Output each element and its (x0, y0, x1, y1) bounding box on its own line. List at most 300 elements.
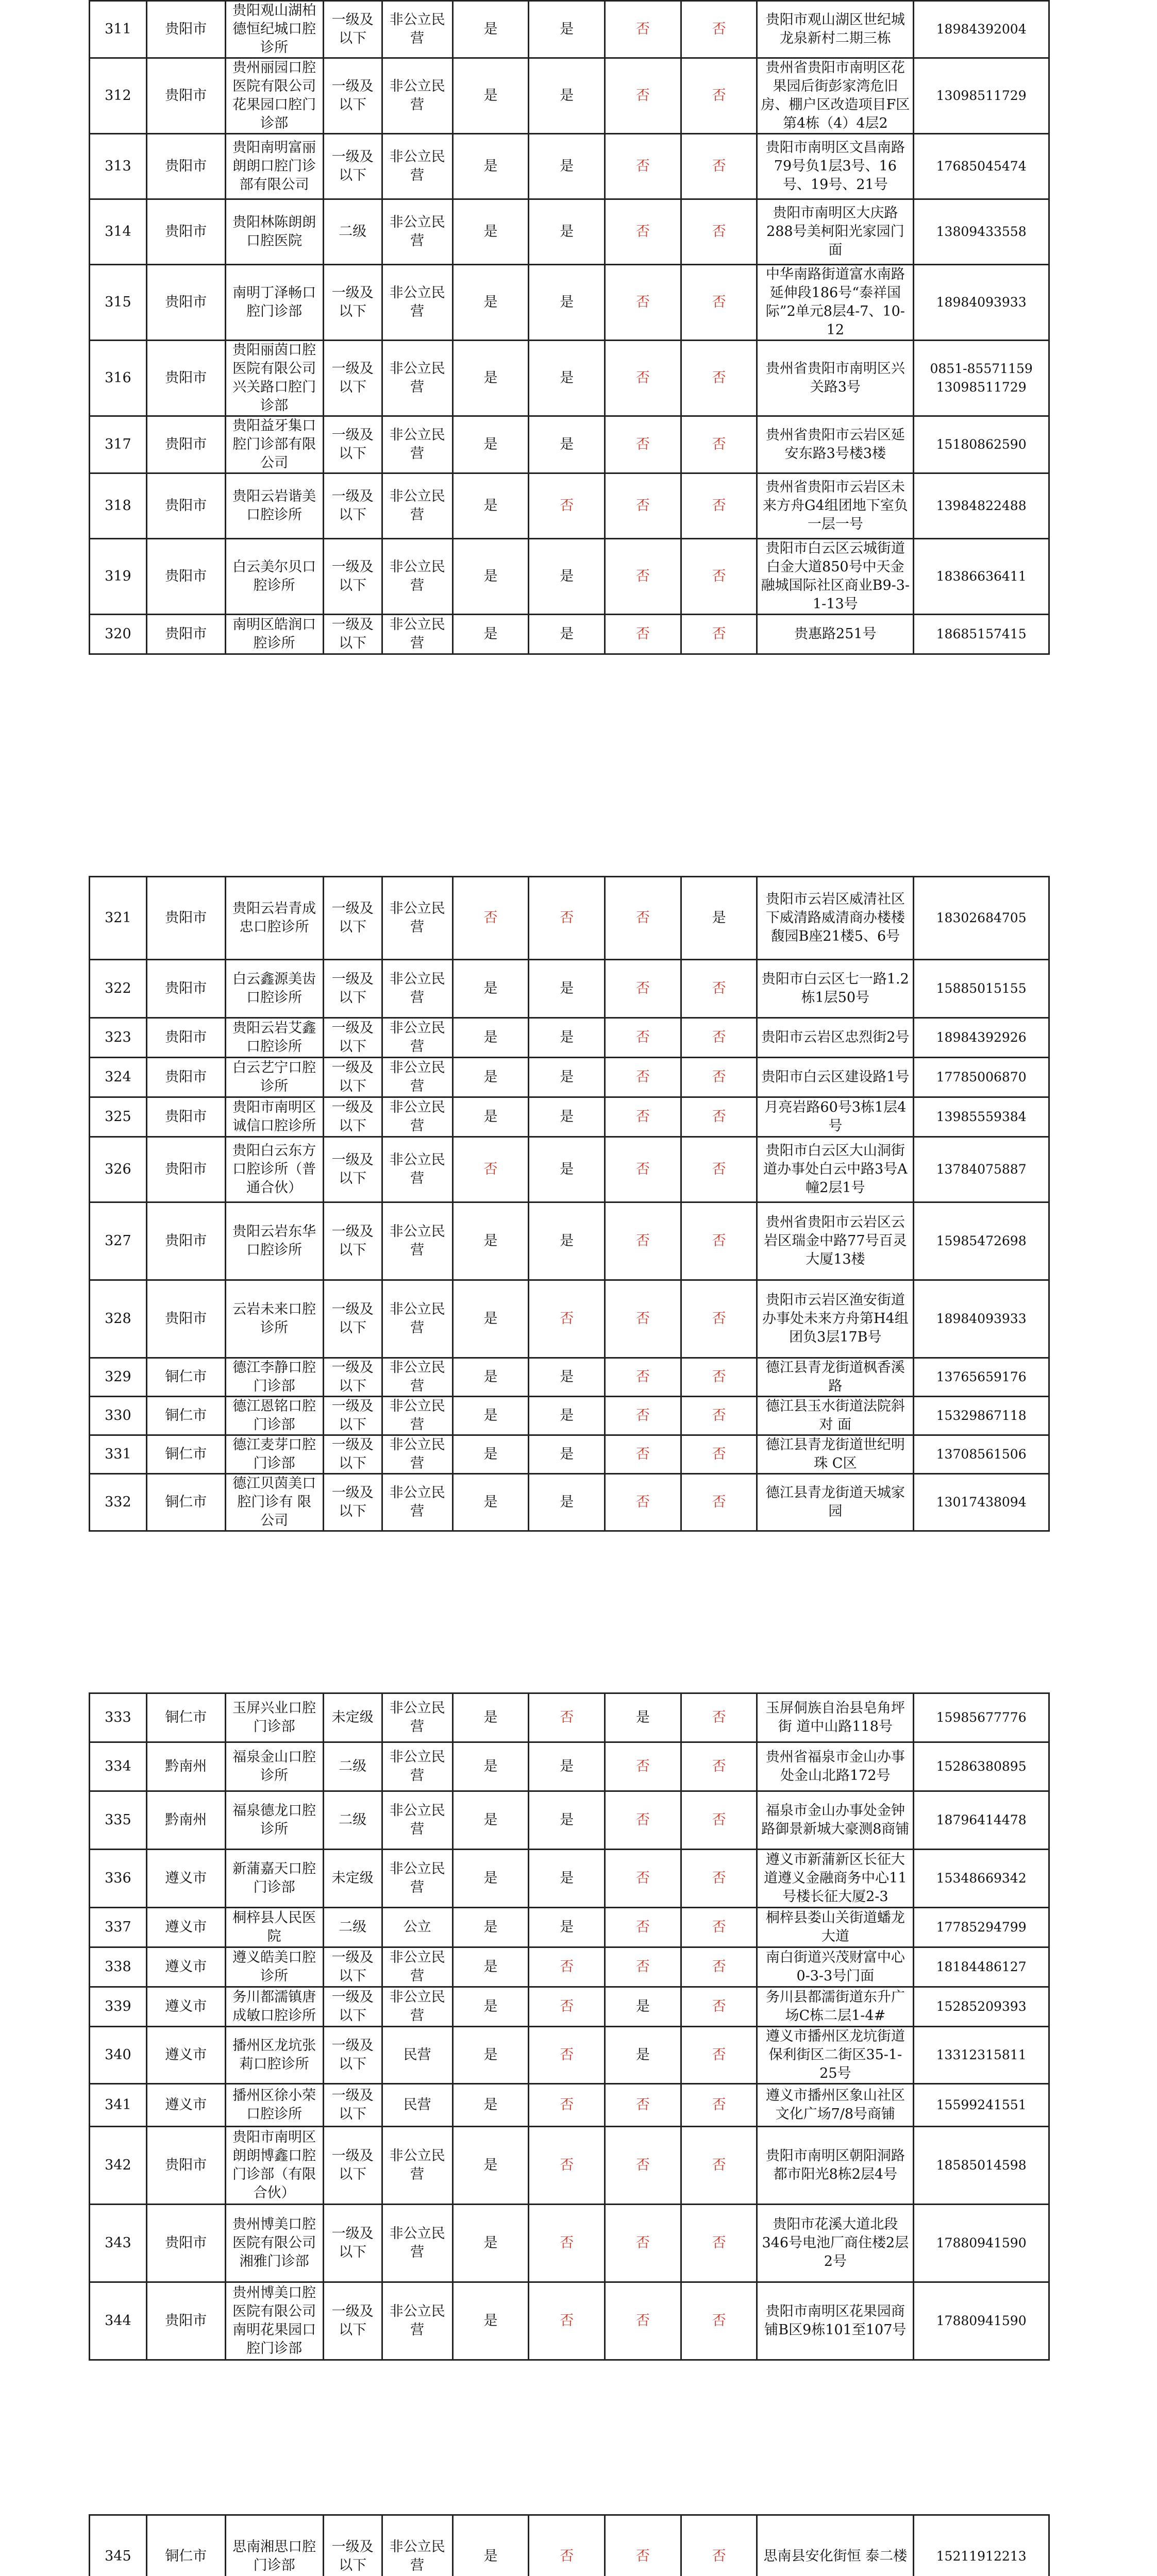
institution-name: 玉屏兴业口腔门诊部 (225, 1693, 323, 1742)
grade-cell: 二级 (323, 199, 382, 265)
flag-cell-3: 否 (605, 877, 681, 960)
table-row (90, 1, 1049, 58)
row-number: 334 (90, 1742, 147, 1791)
flag-cell-2: 是 (529, 1202, 605, 1280)
flag-cell-1: 是 (452, 1097, 529, 1137)
ownership-cell: 非公立民营 (382, 1097, 452, 1137)
row-number: 343 (90, 2205, 147, 2282)
flag-cell-3: 否 (605, 2084, 681, 2127)
phone-cell: 15985677776 (914, 1693, 1049, 1742)
address-cell: 贵州省贵阳市云岩区未来方舟G4组团地下室负一层一号 (757, 473, 914, 539)
flag-cell-4: 否 (681, 1850, 757, 1908)
city-cell: 遵义市 (146, 1947, 225, 1987)
grade-cell: 一级及以下 (323, 1097, 382, 1137)
grade-cell: 一级及以下 (323, 1474, 382, 1531)
table-row (90, 1693, 1049, 1742)
flag-cell-4: 否 (681, 2027, 757, 2084)
address-cell: 贵州省福泉市金山办事处金山北路172号 (757, 1742, 914, 1791)
flag-cell-2: 否 (529, 1947, 605, 1987)
flag-cell-2: 是 (529, 539, 605, 615)
flag-cell-3: 否 (605, 615, 681, 654)
city-cell: 黔南州 (146, 1791, 225, 1850)
institution-name: 贵阳林陈朗朗口腔医院 (225, 199, 323, 265)
ownership-cell: 非公立民营 (382, 539, 452, 615)
table-row (90, 1358, 1049, 1397)
phone-cell: 17785294799 (914, 1908, 1049, 1947)
address-cell: 贵阳市白云区七一路1.2栋1层50号 (757, 960, 914, 1018)
table-row (90, 341, 1049, 416)
address-cell: 福泉市金山办事处金钟路御景新城大豪测8商铺 (757, 1791, 914, 1850)
flag-cell-1: 是 (452, 2084, 529, 2127)
address-cell: 贵阳市南明区朝阳洞路都市阳光8栋2层4号 (757, 2127, 914, 2205)
institution-name: 务川都濡镇唐成敏口腔诊所 (225, 1987, 323, 2027)
phone-cell: 13708561506 (914, 1435, 1049, 1474)
ownership-cell: 非公立民营 (382, 2282, 452, 2360)
address-cell: 中华南路街道富水南路延伸段186号“泰祥国际”2单元8层4-7、10-12 (757, 265, 914, 341)
ownership-cell: 非公立民营 (382, 877, 452, 960)
institution-name: 贵州丽园口腔医院有限公司花果园口腔门诊部 (225, 58, 323, 134)
flag-cell-1: 是 (452, 1791, 529, 1850)
flag-cell-1: 是 (452, 1, 529, 58)
row-number: 315 (90, 265, 147, 341)
grade-cell: 一级及以下 (323, 1987, 382, 2027)
row-number: 338 (90, 1947, 147, 1987)
address-cell: 桐梓县娄山关街道蟠龙大道 (757, 1908, 914, 1947)
phone-cell: 13984822488 (914, 473, 1049, 539)
phone-cell: 17880941590 (914, 2282, 1049, 2360)
flag-cell-2: 否 (529, 473, 605, 539)
flag-cell-2: 是 (529, 1850, 605, 1908)
flag-cell-3: 否 (605, 1908, 681, 1947)
grade-cell: 二级 (323, 1791, 382, 1850)
city-cell: 遵义市 (146, 1850, 225, 1908)
flag-cell-1: 是 (452, 341, 529, 416)
flag-cell-4: 否 (681, 1474, 757, 1531)
flag-cell-1: 是 (452, 2205, 529, 2282)
grade-cell: 二级 (323, 1908, 382, 1947)
city-cell: 贵阳市 (146, 1018, 225, 1058)
city-cell: 贵阳市 (146, 1137, 225, 1202)
table-block-2 (89, 876, 1050, 1532)
row-number: 339 (90, 1987, 147, 2027)
institution-name: 播州区徐小荣口腔诊所 (225, 2084, 323, 2127)
grade-cell: 一级及以下 (323, 1058, 382, 1097)
flag-cell-1: 是 (452, 1474, 529, 1531)
phone-cell: 18984392926 (914, 1018, 1049, 1058)
flag-cell-2: 是 (529, 1, 605, 58)
table-row (90, 1280, 1049, 1358)
phone-cell: 18386636411 (914, 539, 1049, 615)
table-row (90, 1791, 1049, 1850)
institution-name: 德江贝茵美口腔门诊有 限 公司 (225, 1474, 323, 1531)
phone-cell: 15348669342 (914, 1850, 1049, 1908)
city-cell: 遵义市 (146, 2084, 225, 2127)
table-row (90, 265, 1049, 341)
table-row (90, 1908, 1049, 1947)
city-cell: 铜仁市 (146, 1693, 225, 1742)
flag-cell-3: 否 (605, 960, 681, 1018)
phone-cell: 15211912213 (914, 2515, 1049, 2576)
institution-name: 贵阳云岩谐美口腔诊所 (225, 473, 323, 539)
flag-cell-2: 是 (529, 960, 605, 1018)
flag-cell-2: 是 (529, 1435, 605, 1474)
institution-name: 播州区龙坑张莉口腔诊所 (225, 2027, 323, 2084)
phone-cell: 18302684705 (914, 877, 1049, 960)
flag-cell-3: 否 (605, 58, 681, 134)
phone-cell: 13809433558 (914, 199, 1049, 265)
ownership-cell: 非公立民营 (382, 1397, 452, 1435)
city-cell: 贵阳市 (146, 199, 225, 265)
row-number: 332 (90, 1474, 147, 1531)
ownership-cell: 非公立民营 (382, 1791, 452, 1850)
ownership-cell: 民营 (382, 2084, 452, 2127)
institution-name: 贵阳益牙集口腔门诊部有限公司 (225, 416, 323, 473)
ownership-cell: 非公立民营 (382, 1358, 452, 1397)
table-row (90, 1435, 1049, 1474)
flag-cell-1: 是 (452, 265, 529, 341)
flag-cell-3: 否 (605, 1791, 681, 1850)
ownership-cell: 非公立民营 (382, 265, 452, 341)
address-cell: 遵义市播州区象山社区文化广场7/8号商铺 (757, 2084, 914, 2127)
city-cell: 铜仁市 (146, 1358, 225, 1397)
institution-name: 贵阳丽茵口腔医院有限公司兴关路口腔门诊部 (225, 341, 323, 416)
flag-cell-3: 否 (605, 1397, 681, 1435)
city-cell: 贵阳市 (146, 2127, 225, 2205)
phone-cell: 18984093933 (914, 265, 1049, 341)
table-row (90, 615, 1049, 654)
row-number: 317 (90, 416, 147, 473)
table-row (90, 1202, 1049, 1280)
flag-cell-4: 否 (681, 1742, 757, 1791)
flag-cell-2: 是 (529, 1137, 605, 1202)
row-number: 326 (90, 1137, 147, 1202)
phone-cell: 18984093933 (914, 1280, 1049, 1358)
grade-cell: 一级及以下 (323, 1358, 382, 1397)
institution-name: 遵义皓美口腔诊所 (225, 1947, 323, 1987)
flag-cell-1: 是 (452, 134, 529, 199)
address-cell: 贵阳市云岩区忠烈街2号 (757, 1018, 914, 1058)
institution-name: 南明区皓润口腔诊所 (225, 615, 323, 654)
phone-cell: 18685157415 (914, 615, 1049, 654)
flag-cell-2: 否 (529, 2127, 605, 2205)
city-cell: 贵阳市 (146, 58, 225, 134)
flag-cell-2: 是 (529, 1018, 605, 1058)
city-cell: 贵阳市 (146, 134, 225, 199)
flag-cell-3: 否 (605, 199, 681, 265)
institution-name: 贵州博美口腔医院有限公司南明花果园口腔门诊部 (225, 2282, 323, 2360)
row-number: 324 (90, 1058, 147, 1097)
flag-cell-3: 否 (605, 134, 681, 199)
flag-cell-1: 是 (452, 2127, 529, 2205)
grade-cell: 一级及以下 (323, 1435, 382, 1474)
grade-cell: 一级及以下 (323, 877, 382, 960)
city-cell: 铜仁市 (146, 1397, 225, 1435)
row-number: 321 (90, 877, 147, 960)
institution-name: 新蒲嘉天口腔门诊部 (225, 1850, 323, 1908)
institution-name: 贵阳市南明区朗朗博鑫口腔门诊部（有限合伙） (225, 2127, 323, 2205)
row-number: 323 (90, 1018, 147, 1058)
phone-cell: 18796414478 (914, 1791, 1049, 1850)
row-number: 329 (90, 1358, 147, 1397)
city-cell: 贵阳市 (146, 265, 225, 341)
city-cell: 贵阳市 (146, 416, 225, 473)
flag-cell-4: 否 (681, 341, 757, 416)
phone-cell: 17785006870 (914, 1058, 1049, 1097)
address-cell: 贵阳市花溪大道北段346号电池厂商住楼2层2号 (757, 2205, 914, 2282)
institution-name: 白云艺宁口腔诊所 (225, 1058, 323, 1097)
address-cell: 遵义市播州区龙坑街道保利街区二街区35-1-25号 (757, 2027, 914, 2084)
ownership-cell: 非公立民营 (382, 1693, 452, 1742)
row-number: 345 (90, 2515, 147, 2576)
city-cell: 遵义市 (146, 2027, 225, 2084)
table-row (90, 539, 1049, 615)
address-cell: 思南县安化街恒 泰二楼 (757, 2515, 914, 2576)
city-cell: 贵阳市 (146, 615, 225, 654)
flag-cell-2: 否 (529, 1987, 605, 2027)
table-row (90, 877, 1049, 960)
institution-name: 德江李静口腔门诊部 (225, 1358, 323, 1397)
city-cell: 遵义市 (146, 1987, 225, 2027)
phone-cell: 18585014598 (914, 2127, 1049, 2205)
flag-cell-4: 否 (681, 134, 757, 199)
table-row (90, 2515, 1049, 2576)
flag-cell-2: 是 (529, 341, 605, 416)
table-row (90, 1742, 1049, 1791)
institution-name: 福泉德龙口腔诊所 (225, 1791, 323, 1850)
grade-cell: 一级及以下 (323, 1018, 382, 1058)
table-block-4 (89, 2514, 1050, 2576)
flag-cell-4: 否 (681, 1435, 757, 1474)
phone-cell: 13765659176 (914, 1358, 1049, 1397)
grade-cell: 未定级 (323, 1693, 382, 1742)
institution-name: 白云鑫源美齿口腔诊所 (225, 960, 323, 1018)
table-row (90, 473, 1049, 539)
row-number: 311 (90, 1, 147, 58)
city-cell: 贵阳市 (146, 1280, 225, 1358)
flag-cell-4: 否 (681, 1202, 757, 1280)
flag-cell-4: 否 (681, 199, 757, 265)
grade-cell: 一级及以下 (323, 960, 382, 1018)
flag-cell-4: 否 (681, 265, 757, 341)
flag-cell-3: 否 (605, 1280, 681, 1358)
flag-cell-4: 否 (681, 1947, 757, 1987)
flag-cell-1: 是 (452, 1358, 529, 1397)
flag-cell-2: 是 (529, 1358, 605, 1397)
flag-cell-1: 是 (452, 1987, 529, 2027)
flag-cell-1: 否 (452, 1137, 529, 1202)
table-row (90, 1058, 1049, 1097)
flag-cell-4: 否 (681, 1018, 757, 1058)
city-cell: 贵阳市 (146, 473, 225, 539)
row-number: 337 (90, 1908, 147, 1947)
grade-cell: 未定级 (323, 1850, 382, 1908)
address-cell: 遵义市新蒲新区长征大道遵义金融商务中心11号楼长征大厦2-3 (757, 1850, 914, 1908)
row-number: 319 (90, 539, 147, 615)
institution-name: 贵州博美口腔医院有限公司湘雅门诊部 (225, 2205, 323, 2282)
grade-cell: 一级及以下 (323, 2515, 382, 2576)
grade-cell: 一级及以下 (323, 1280, 382, 1358)
flag-cell-3: 否 (605, 1202, 681, 1280)
city-cell: 贵阳市 (146, 877, 225, 960)
flag-cell-2: 否 (529, 1693, 605, 1742)
table-row (90, 1987, 1049, 2027)
table-row (90, 2282, 1049, 2360)
institution-name: 贵阳南明富丽朗朗口腔门诊部有限公司 (225, 134, 323, 199)
flag-cell-4: 否 (681, 1, 757, 58)
flag-cell-2: 是 (529, 265, 605, 341)
phone-cell: 15329867118 (914, 1397, 1049, 1435)
flag-cell-4: 否 (681, 615, 757, 654)
flag-cell-3: 否 (605, 1850, 681, 1908)
flag-cell-3: 否 (605, 341, 681, 416)
phone-cell: 17880941590 (914, 2205, 1049, 2282)
address-cell: 贵州省贵阳市南明区花果园后街彭家湾危旧房、棚户区改造项目F区第4栋（4）4层2 (757, 58, 914, 134)
grade-cell: 一级及以下 (323, 2127, 382, 2205)
phone-cell: 13098511729 (914, 58, 1049, 134)
flag-cell-3: 否 (605, 1358, 681, 1397)
flag-cell-1: 是 (452, 960, 529, 1018)
phone-cell: 15985472698 (914, 1202, 1049, 1280)
row-number: 328 (90, 1280, 147, 1358)
table-block-1 (89, 0, 1050, 655)
flag-cell-1: 是 (452, 1397, 529, 1435)
table-row (90, 1397, 1049, 1435)
address-cell: 月亮岩路60号3栋1层4号 (757, 1097, 914, 1137)
ownership-cell: 非公立民营 (382, 1202, 452, 1280)
flag-cell-1: 是 (452, 416, 529, 473)
ownership-cell: 非公立民营 (382, 1018, 452, 1058)
grade-cell: 一级及以下 (323, 1397, 382, 1435)
row-number: 333 (90, 1693, 147, 1742)
flag-cell-3: 否 (605, 265, 681, 341)
table-row (90, 1137, 1049, 1202)
flag-cell-1: 是 (452, 2282, 529, 2360)
clinic-table (89, 876, 1050, 1532)
grade-cell: 一级及以下 (323, 134, 382, 199)
flag-cell-4: 否 (681, 539, 757, 615)
table-row (90, 1018, 1049, 1058)
flag-cell-4: 否 (681, 1908, 757, 1947)
ownership-cell: 非公立民营 (382, 2127, 452, 2205)
flag-cell-4: 否 (681, 416, 757, 473)
row-number: 314 (90, 199, 147, 265)
address-cell: 贵阳市云岩区威清社区下威清路威清商办楼楼馥园B座21楼5、6号 (757, 877, 914, 960)
ownership-cell: 非公立民营 (382, 1435, 452, 1474)
address-cell: 南白街道兴茂财富中心0-3-3号门面 (757, 1947, 914, 1987)
ownership-cell: 非公立民营 (382, 2205, 452, 2282)
address-cell: 贵阳市南明区花果园商铺B区9栋101至107号 (757, 2282, 914, 2360)
grade-cell: 一级及以下 (323, 2205, 382, 2282)
flag-cell-4: 否 (681, 58, 757, 134)
row-number: 316 (90, 341, 147, 416)
institution-name: 贵阳云岩青成忠口腔诊所 (225, 877, 323, 960)
row-number: 331 (90, 1435, 147, 1474)
grade-cell: 二级 (323, 1742, 382, 1791)
ownership-cell: 非公立民营 (382, 1137, 452, 1202)
flag-cell-4: 否 (681, 2282, 757, 2360)
phone-cell: 0851-85571159 13098511729 (914, 341, 1049, 416)
city-cell: 铜仁市 (146, 1435, 225, 1474)
ownership-cell: 非公立民营 (382, 615, 452, 654)
flag-cell-2: 是 (529, 1791, 605, 1850)
ownership-cell: 非公立民营 (382, 473, 452, 539)
flag-cell-4: 否 (681, 1397, 757, 1435)
flag-cell-2: 是 (529, 1397, 605, 1435)
ownership-cell: 非公立民营 (382, 199, 452, 265)
row-number: 325 (90, 1097, 147, 1137)
city-cell: 贵阳市 (146, 1097, 225, 1137)
table-row (90, 2027, 1049, 2084)
flag-cell-1: 是 (452, 1058, 529, 1097)
table-row (90, 2127, 1049, 2205)
table-row (90, 1097, 1049, 1137)
flag-cell-1: 是 (452, 1280, 529, 1358)
address-cell: 贵州省贵阳市南明区兴关路3号 (757, 341, 914, 416)
table-row (90, 199, 1049, 265)
flag-cell-1: 是 (452, 1693, 529, 1742)
ownership-cell: 非公立民营 (382, 134, 452, 199)
table-block-3 (89, 1692, 1050, 2361)
city-cell: 贵阳市 (146, 960, 225, 1018)
phone-cell: 18184486127 (914, 1947, 1049, 1987)
flag-cell-2: 否 (529, 2205, 605, 2282)
grade-cell: 一级及以下 (323, 1947, 382, 1987)
institution-name: 福泉金山口腔诊所 (225, 1742, 323, 1791)
address-cell: 德江县青龙街道天城家园 (757, 1474, 914, 1531)
flag-cell-3: 否 (605, 2127, 681, 2205)
flag-cell-1: 是 (452, 1435, 529, 1474)
row-number: 340 (90, 2027, 147, 2084)
flag-cell-1: 是 (452, 199, 529, 265)
flag-cell-2: 否 (529, 2282, 605, 2360)
clinic-table (89, 1692, 1050, 2361)
flag-cell-3: 是 (605, 1693, 681, 1742)
phone-cell: 15885015155 (914, 960, 1049, 1018)
row-number: 312 (90, 58, 147, 134)
flag-cell-1: 是 (452, 615, 529, 654)
flag-cell-1: 是 (452, 1018, 529, 1058)
grade-cell: 一级及以下 (323, 1137, 382, 1202)
table-row (90, 2084, 1049, 2127)
grade-cell: 一级及以下 (323, 473, 382, 539)
flag-cell-1: 是 (452, 2027, 529, 2084)
flag-cell-4: 否 (681, 473, 757, 539)
flag-cell-1: 否 (452, 877, 529, 960)
flag-cell-3: 否 (605, 1435, 681, 1474)
row-number: 344 (90, 2282, 147, 2360)
flag-cell-3: 否 (605, 1058, 681, 1097)
clinic-table (89, 0, 1050, 655)
institution-name: 云岩未来口腔诊所 (225, 1280, 323, 1358)
row-number: 335 (90, 1791, 147, 1850)
address-cell: 贵州省贵阳市云岩区云岩区瑞金中路77号百灵大厦13楼 (757, 1202, 914, 1280)
flag-cell-4: 否 (681, 1097, 757, 1137)
city-cell: 贵阳市 (146, 1058, 225, 1097)
flag-cell-3: 否 (605, 1742, 681, 1791)
address-cell: 贵阳市观山湖区世纪城龙泉新村二期三栋 (757, 1, 914, 58)
flag-cell-2: 是 (529, 1058, 605, 1097)
institution-name: 南明丁泽畅口腔门诊部 (225, 265, 323, 341)
flag-cell-3: 否 (605, 1097, 681, 1137)
phone-cell: 18984392004 (914, 1, 1049, 58)
address-cell: 贵州省贵阳市云岩区延安东路3号楼3楼 (757, 416, 914, 473)
address-cell: 德江县玉水街道法院斜对 面 (757, 1397, 914, 1435)
row-number: 330 (90, 1397, 147, 1435)
ownership-cell: 非公立民营 (382, 1280, 452, 1358)
flag-cell-4: 否 (681, 2515, 757, 2576)
table-row (90, 1947, 1049, 1987)
clinic-table (89, 2514, 1050, 2576)
